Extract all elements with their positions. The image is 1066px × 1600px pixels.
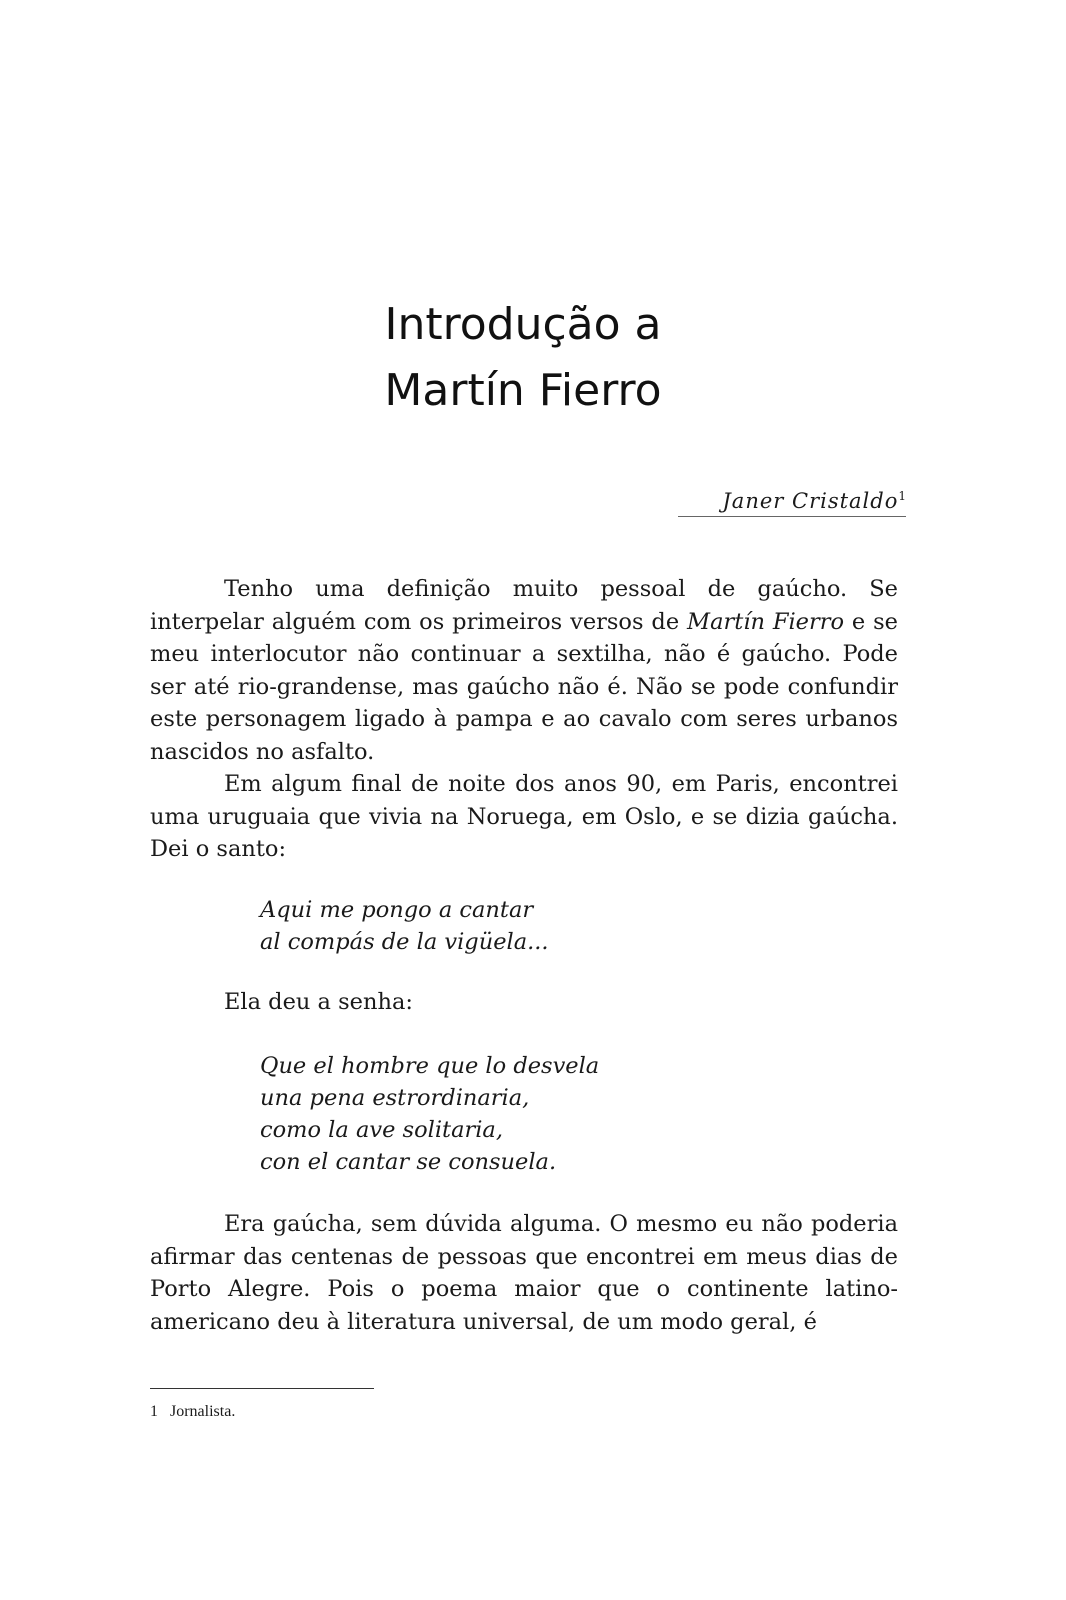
paragraph-1-italic-title: Martín Fierro [687, 608, 845, 635]
verse-2-line-2: una pena estrordinaria, [260, 1085, 530, 1111]
verse-2-line-4: con el cantar se consuela. [260, 1149, 557, 1175]
chapter-title-line-2: Martín Fierro [384, 365, 662, 416]
author-footnote-ref: 1 [898, 489, 906, 503]
author-byline [678, 488, 906, 517]
author-name: Janer Cristaldo [722, 489, 899, 513]
verse-block-2 [260, 1050, 860, 1178]
footnote-text: Jornalista. [170, 1403, 236, 1420]
verse-2-line-1: Que el hombre que lo desvela [260, 1053, 600, 1079]
reply-line: Ela deu a senha: [224, 989, 413, 1015]
verse-1-line-1: Aqui me pongo a cantar [260, 897, 534, 923]
verse-2-line-3: como la ave solitaria, [260, 1117, 503, 1143]
paragraph-1 [150, 573, 898, 768]
verse-1-line-2: al compás de la vigüela... [260, 929, 549, 955]
footnote-divider [150, 1388, 374, 1389]
footnote-number: 1 [150, 1403, 158, 1420]
chapter-title [0, 292, 1046, 424]
paragraph-1-text-a: Tenho uma definição muito pessoal de gaúcho. Se interpelar alguém com os primeiros versos de [150, 576, 898, 635]
chapter-title-line-1: Introdução a [384, 299, 662, 350]
paragraph-1-text-b: e se meu interlocutor não continuar a sextilha, não é gaúcho. Pode ser até rio-grandense, mas gaúcho não é. Não se pode confundir este personagem ligado à pampa e ao cavalo com seres urbanos nascidos no asfalto. [150, 608, 899, 765]
footnote [150, 1402, 235, 1422]
paragraph-3: Era gaúcha, sem dúvida alguma. O mesmo eu não poderia afirmar das centenas de pessoas que encontrei em meus dias de Porto Alegre. Pois o poema maior que o continente latino-americano deu à literatura universal, de um modo geral, é [150, 1211, 898, 1335]
verse-block-1 [260, 894, 860, 958]
paragraph-2: Em algum final de noite dos anos 90, em Paris, encontrei uma uruguaia que vivia na Noruega, em Oslo, e se dizia gaúcha. Dei o santo: [150, 771, 898, 862]
